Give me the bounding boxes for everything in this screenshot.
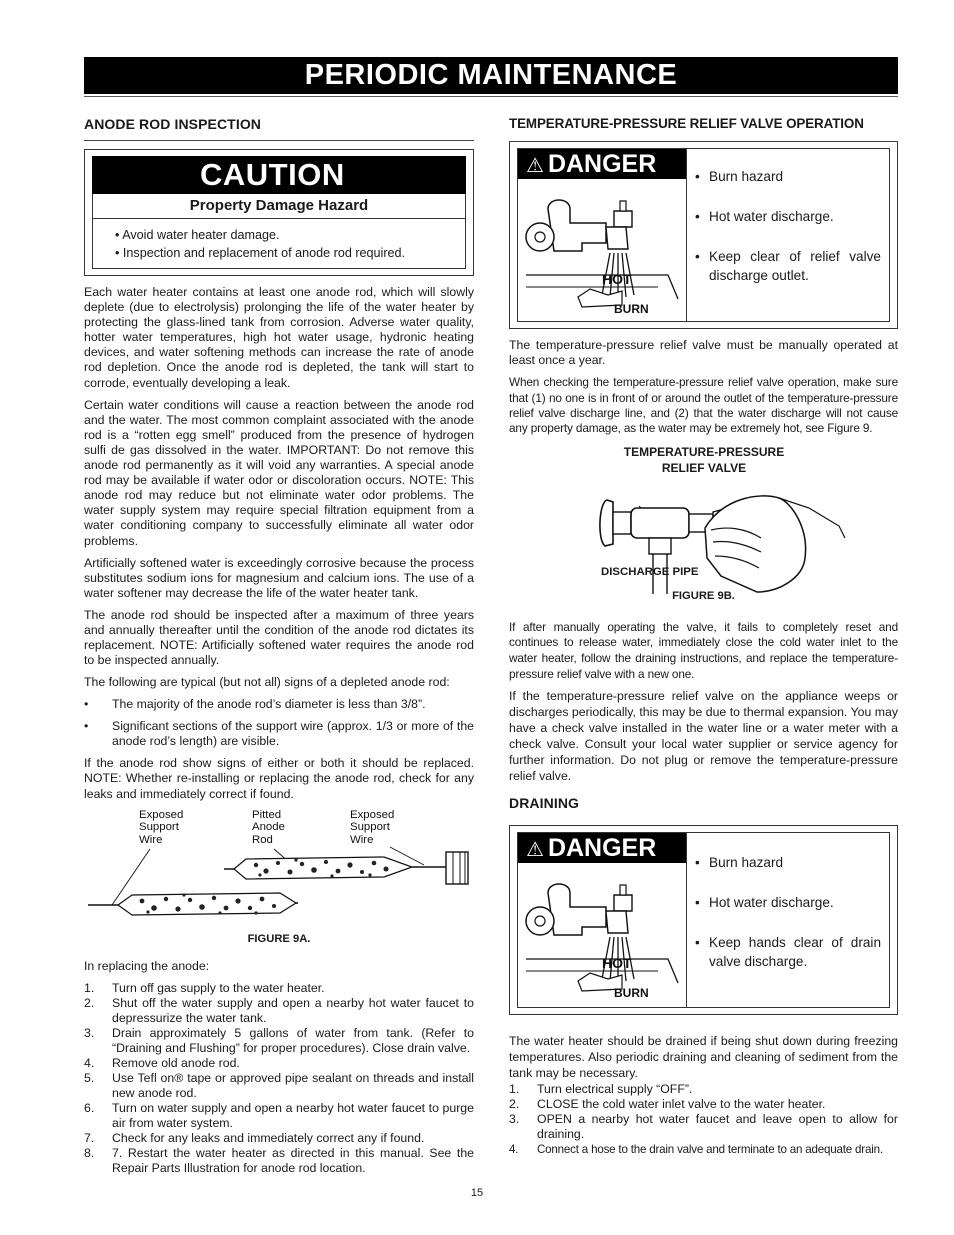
warning-triangle-icon: ⚠ xyxy=(526,838,544,861)
danger-right-panel xyxy=(686,148,890,322)
list-item: 4. Connect a hose to the drain valve and terminate to an adequate drain. xyxy=(509,1142,883,1156)
danger-box-tpr xyxy=(509,142,898,329)
faucet-burn-icon xyxy=(518,179,684,319)
replace-intro: In replacing the anode: xyxy=(84,958,210,973)
anode-rod-illustration xyxy=(84,809,474,929)
list-item-text: Use Tefl on® tape or approved pipe sealant on threads and install new anode rod. xyxy=(112,1070,474,1100)
figure-9b xyxy=(509,444,898,620)
figure-label-pitted-rod: Pitted Anode Rod xyxy=(252,808,285,846)
svg-text:HOT: HOT xyxy=(602,271,632,287)
page-title: PERIODIC MAINTENANCE xyxy=(84,57,898,94)
list-item: 5. Use Tefl on® tape or approved pipe sealant on threads and install new anode rod. xyxy=(84,1070,474,1100)
list-item-text: Turn electrical supply “OFF”. xyxy=(537,1081,693,1096)
list-item-text: CLOSE the cold water inlet valve to the water heater. xyxy=(537,1096,826,1111)
anode-paragraph: Certain water conditions will cause a reaction between the anode rod and the water. The most common complaint associated with the anode rod is a “rotten egg smell” produced from the presence of hydrogen sulfi de gas dissolved in the water. IMPORTANT: Do not remove this anode rod permanently as it will void any warranties. A special anode rod may be available if water odor or discoloration occurs. NOTE: This anode rod may reduce but not eliminate water odor problems. The water supply system may require special filtration equipment from a water conditioning company to successfully eliminate all water odor problems. xyxy=(84,397,474,548)
list-item-text: Significant sections of the support wire (approx. 1/3 or more of the anode rod’s length) are visible. xyxy=(112,719,474,749)
caution-title: CAUTION xyxy=(92,156,466,194)
list-item-text: OPEN a nearby hot water faucet and leave open to allow for draining. xyxy=(537,1111,898,1141)
danger-box-draining xyxy=(509,825,898,1015)
anode-heading: ANODE ROD INSPECTION xyxy=(84,116,262,132)
list-item-text: The majority of the anode rod’s diameter is less than 3/8”. xyxy=(112,697,426,712)
svg-text:BURN: BURN xyxy=(614,302,649,316)
list-item-text: Drain approximately 5 gallons of water from tank. (Refer to “Draining and Flushing” for proper procedures). Close drain valve. xyxy=(112,1025,474,1055)
tpr-heading: TEMPERATURE-PRESSURE RELIEF VALVE OPERATION xyxy=(509,116,864,131)
page-number: 15 xyxy=(470,1187,484,1199)
svg-text:BURN: BURN xyxy=(614,985,649,1000)
caution-body xyxy=(92,219,466,269)
list-item: 1. Turn electrical supply “OFF”. xyxy=(509,1081,693,1096)
left-column xyxy=(84,116,474,1183)
list-item: 3. Drain approximately 5 gallons of water from tank. (Refer to “Draining and Flushing” for proper procedures). Close drain valve. xyxy=(84,1025,474,1055)
figure-9b-caption: FIGURE 9B. xyxy=(672,589,735,602)
anode-replacement-steps xyxy=(84,981,474,1176)
caution-subtitle: Property Damage Hazard xyxy=(92,194,466,219)
anode-paragraph: The anode rod should be inspected after a maximum of three years and annually thereafter until the condition of the anode rod dictates its replacement. NOTE: Artificially softened water requires the anode rod to be inspected annually. xyxy=(84,607,474,668)
figure-label-exposed-wire-right: Exposed Support Wire xyxy=(350,808,395,846)
danger-right-panel xyxy=(686,832,890,1008)
caution-box xyxy=(84,149,474,276)
figure-9a xyxy=(84,809,474,955)
danger-item: • Keep clear of relief valve discharge outlet. xyxy=(695,247,881,285)
anode-paragraph: Artificially softened water is exceedingly corrosive because the process substitutes sodium ions for magnesium and calcium ions. The use of a water softener may decrease the life of the water heater tank. xyxy=(84,555,474,600)
title-rule xyxy=(84,96,898,97)
danger-item: • Keep hands clear of drain valve discharge. xyxy=(695,933,881,971)
list-item: 8. 7. Restart the water heater as directed in this manual. See the Repair Parts Illustration for anode rod location. xyxy=(84,1145,474,1175)
caution-bullet: • Avoid water heater damage. xyxy=(115,228,280,242)
list-item: 4. Remove old anode rod. xyxy=(84,1055,240,1070)
figure-label-exposed-wire-left: Exposed Support Wire xyxy=(139,808,184,846)
faucet-burn-icon xyxy=(518,863,684,1005)
figure-9a-caption: FIGURE 9A. xyxy=(247,932,311,945)
list-item-text: Shut off the water supply and open a nearby hot water faucet to depressurize the water tank. xyxy=(112,995,474,1025)
list-item-text: Turn off gas supply to the water heater. xyxy=(112,980,325,995)
draining-heading: DRAINING xyxy=(509,794,580,811)
danger-left-panel xyxy=(517,148,686,322)
list-item-text: Remove old anode rod. xyxy=(112,1055,240,1070)
right-column xyxy=(509,116,898,1164)
tpr-paragraph: If the temperature-pressure relief valve on the appliance weeps or discharges periodically, this may be due to thermal expansion. You may have a check valve installed in the water line or a water meter with a check valve. Consult your local water supplier or service agency for further information. Do not plug or remove the temperature-pressure relief valve. xyxy=(509,689,898,783)
anode-heading-rule xyxy=(84,140,474,141)
warning-triangle-icon: ⚠ xyxy=(526,155,544,177)
tpr-paragraph: The temperature-pressure relief valve must be manually operated at least once a year. xyxy=(509,338,898,368)
danger-item: • Burn hazard xyxy=(695,853,881,872)
list-item: 7. Check for any leaks and immediately correct any if found. xyxy=(84,1130,425,1145)
tpr-valve-label: TEMPERATURE-PRESSURE RELIEF VALVE xyxy=(623,444,785,475)
depletion-signs-list xyxy=(84,697,474,749)
list-item-text: 7. Restart the water heater as directed in this manual. See the Repair Parts Illustration for anode rod location. xyxy=(112,1145,474,1175)
tpr-paragraph: If after manually operating the valve, it fails to completely reset and continues to release water, immediately close the cold water inlet to the water heater, follow the draining instructions, and replace the temperature-pressure relief valve with a new one. xyxy=(509,619,898,681)
draining-paragraph: The water heater should be drained if being shut down during freezing temperatures. Also periodic draining and cleaning of sediment from the tank may be necessary. xyxy=(509,1033,898,1080)
list-item: 2. CLOSE the cold water inlet valve to the water heater. xyxy=(509,1096,826,1111)
list-item-text: Check for any leaks and immediately correct any if found. xyxy=(112,1130,425,1145)
list-item: 3. OPEN a nearby hot water faucet and leave open to allow for draining. xyxy=(509,1111,898,1141)
anode-paragraph: Each water heater contains at least one anode rod, which will slowly deplete (due to electrolysis) prolonging the life of the water heater by protecting the glass-lined tank from corrosion. Adverse water quality, hotter water temperatures, high hot water usage, hydronic heating devices, and water softening methods can increase the rate of anode rod depletion. Once the anode rod is depleted, the tank will start to corrode, eventually developing a leak. xyxy=(84,285,474,390)
caution-bullet: • Inspection and replacement of anode rod required. xyxy=(115,246,406,260)
list-item: • Significant sections of the support wire (approx. 1/3 or more of the anode rod’s length) are visible. xyxy=(84,719,474,749)
danger-left-panel xyxy=(517,832,686,1008)
danger-item: • Hot water discharge. xyxy=(695,893,881,912)
list-item-text: Connect a hose to the drain valve and terminate to an adequate drain. xyxy=(537,1142,883,1156)
danger-title: ⚠ DANGER xyxy=(518,149,686,179)
tpr-paragraph: When checking the temperature-pressure relief valve operation, make sure that (1) no one is in front of or around the outlet of the temperature-pressure relief valve discharge line, and (2) that the water discharge will not cause any property damage, as the water may be extremely hot, see Figure 9. xyxy=(509,375,898,436)
anode-paragraph: The following are typical (but not all) signs of a depleted anode rod: xyxy=(84,675,450,690)
danger-item: • Hot water discharge. xyxy=(695,207,881,226)
list-item-text: Turn on water supply and open a nearby hot water faucet to purge air from water system. xyxy=(112,1100,474,1130)
danger-item: • Burn hazard xyxy=(695,167,881,186)
list-item: 6. Turn on water supply and open a nearby hot water faucet to purge air from water system. xyxy=(84,1100,474,1130)
draining-steps xyxy=(509,1082,898,1157)
danger-title: ⚠ DANGER xyxy=(518,833,686,863)
anode-paragraph: If the anode rod show signs of either or both it should be replaced. NOTE: Whether re-installing or replacing the anode rod, check for any leaks and immediately correct if found. xyxy=(84,756,474,801)
list-item: 1. Turn off gas supply to the water heater. xyxy=(84,980,325,995)
discharge-pipe-label: DISCHARGE PIPE xyxy=(601,565,699,578)
list-item: 2. Shut off the water supply and open a nearby hot water faucet to depressurize the water tank. xyxy=(84,995,474,1025)
list-item: • The majority of the anode rod’s diameter is less than 3/8”. xyxy=(84,697,426,712)
svg-text:HOT: HOT xyxy=(602,954,632,971)
